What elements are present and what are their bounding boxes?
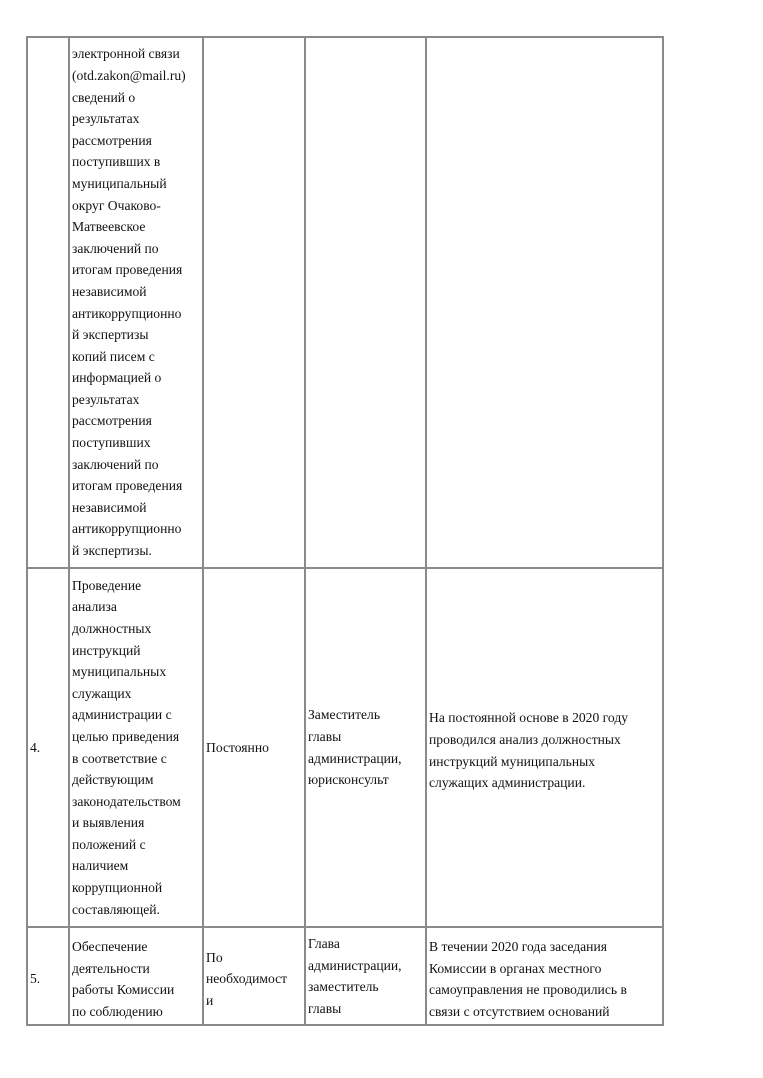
table-row — [28, 38, 664, 569]
measures-table — [26, 36, 664, 1026]
description-text: Обеспечение деятельности работы Комиссии по соблюдению — [72, 939, 175, 1019]
responsible-text: Глава администрации, заместитель главы — [308, 936, 402, 1016]
cell-description — [70, 569, 204, 928]
cell-result — [427, 38, 664, 569]
cell-description — [70, 38, 204, 569]
description-text: Проведение анализа должностных инструкций муниципальных служащих администрации с целью приведения в соответствие с действующим законодательством и выявления положений с наличием коррупционной составляющей. — [72, 577, 181, 917]
cell-result — [427, 569, 664, 928]
table-row — [28, 569, 664, 928]
cell-term: Постоянно — [204, 569, 306, 928]
table-row — [28, 928, 664, 1026]
cell-responsible — [306, 38, 427, 569]
cell-number: 4. — [28, 569, 70, 928]
document-page — [26, 36, 664, 1026]
result-text: На постоянной основе в 2020 году проводился анализ должностных инструкций муниципальных служащих администрации. — [429, 710, 629, 791]
cell-term — [204, 928, 306, 1026]
result-text: В течении 2020 года заседания Комиссии в органах местного самоуправления не проводились в связи с отсутствием оснований — [429, 939, 627, 1019]
cell-term — [204, 38, 306, 569]
cell-responsible — [306, 928, 427, 1026]
cell-responsible — [306, 569, 427, 928]
cell-description — [70, 928, 204, 1026]
responsible-text: Заместитель главы администрации, юрисконсульт — [308, 707, 402, 788]
cell-number — [28, 38, 70, 569]
cell-number: 5. — [28, 928, 70, 1026]
cell-result — [427, 928, 664, 1026]
description-text: электронной связи (otd.zakon@mail.ru) сведений о результатах рассмотрения поступивших в муниципальный округ Очаково- Матвеевское заключений по итогам проведения независимой антикоррупционно й экспертизы копий писем с информацией о результатах рассмотрения поступивших заключений по итогам проведения независимой антикоррупционно й экспертизы. — [72, 46, 186, 559]
term-text: По необходимост и — [206, 949, 288, 1008]
